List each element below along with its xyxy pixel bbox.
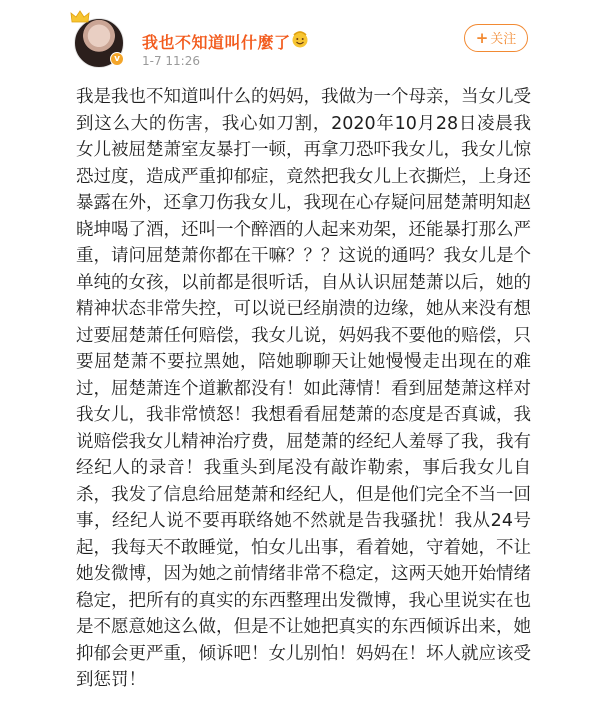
crown-icon (70, 10, 90, 24)
follow-label: 关注 (490, 32, 517, 47)
follow-button[interactable] (464, 24, 528, 52)
post-content: 我是我也不知道叫什么的妈妈，我做为一个母亲，当女儿受到这么大的伤害，我心如刀割，2020年10月28日凌晨我女儿被屈楚萧室友暴打一顿，再拿刀恐吓我女儿，我女儿惊恐过度，造成严重抑郁症，竟然把我女儿上衣撕烂，上身还暴露在外，还拿刀伤我女儿，我现在心存疑问屈楚萧明知赵晓坤喝了酒，还叫一个醉酒的人起来劝架，还能暴打那么严重，请问屈楚萧你都在干嘛？？？这说的通吗？我女儿是个单纯的女孩，以前都是很听话，自从认识屈楚萧以后，她的精神状态非常失控，可以说已经崩溃的边缘，她从来没有想过要屈楚萧任何赔偿，我女儿说，妈妈我不要他的赔偿，只要屈楚萧不要拉黑她，陪她聊聊天让她慢慢走出现在的难过，屈楚萧连个道歉都没有！如此薄情！看到屈楚萧这样对我女儿，我非常愤怒！我想看看屈楚萧的态度是否真诚，我说赔偿我女儿精神治疗费，屈楚萧的经纪人羞辱了我，我有经纪人的录音！我重头到尾没有敲诈勒索，事后我女儿自杀，我发了信息给屈楚萧和经纪人，但是他们完全不当一回事，经纪人说不要再联络她不然就是告我骚扰！我从24号起，我每天不敢睡觉，怕女儿出事，看着她，守着她，不让她发微博，因为她之前情绪非常不稳定，这两天她开始情绪稳定，把所有的真实的东西整理出发微博，我心里说实在也是不愿意她这么做，但是不让她把真实的东西倾诉出来，她抑郁会更严重，倾诉吧！女儿别怕！妈妈在！坏人就应该受到惩罚！ (76, 87, 531, 690)
vip-badge-icon: v (110, 52, 124, 66)
plus-icon: + (475, 29, 489, 47)
post-time: 1-7 11:26 (142, 54, 200, 68)
avatar-container[interactable] (72, 14, 124, 66)
author-name[interactable]: 我也不知道叫什麼了 (142, 33, 291, 52)
post-header (72, 14, 542, 70)
emoji-badge-icon (290, 30, 310, 48)
